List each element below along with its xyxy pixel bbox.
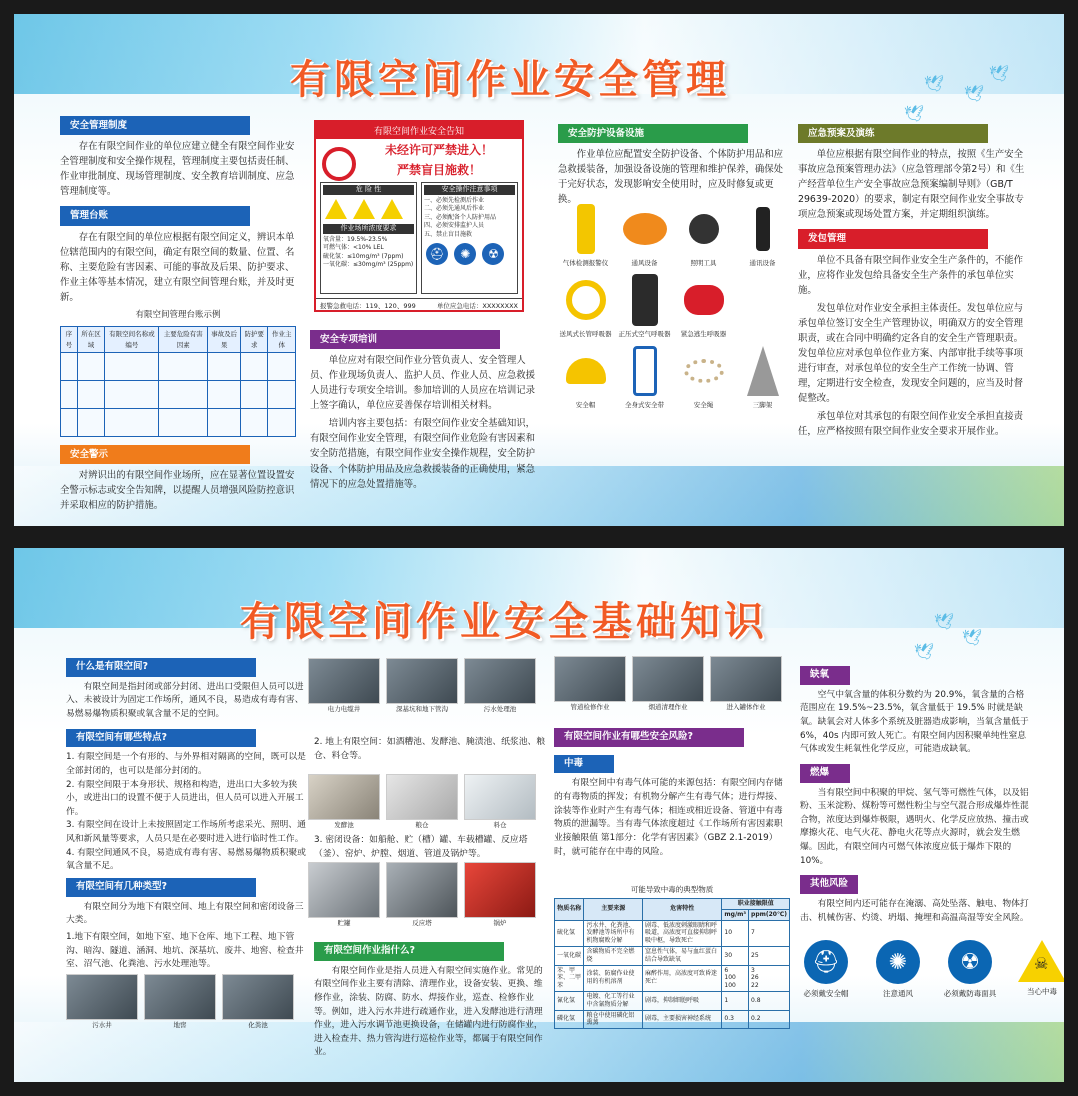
section-header: 什么是有限空间? xyxy=(66,658,256,677)
helmet-icon: ⛑ xyxy=(804,940,848,984)
photo-image xyxy=(222,974,294,1020)
table-header: 序号 xyxy=(61,327,78,353)
sign-item: ✺ 注意通风 xyxy=(870,940,926,999)
bird-icon: 🕊 xyxy=(962,628,983,647)
equipment-item: 气体检测报警仪 xyxy=(558,200,613,267)
photo-image xyxy=(144,974,216,1020)
section-text: 有限空间是指封闭或部分封闭、进出口受限但人员可以进入、未被设计为固定工作场所，通风不良，易造成有毒有害、易燃易爆物质积聚或氧含量不足的空间。 xyxy=(66,681,304,719)
section-header: 有限空间作业指什么? xyxy=(314,942,504,961)
notice-warning-2: 严禁盲目施救！ xyxy=(396,162,481,177)
section-text: 承包单位对其承包的有限空间作业安全承担直接责任，应严格按照有限空间作业安全要求开展作业。 xyxy=(798,411,1024,438)
table-header: 物质名称 xyxy=(555,899,584,921)
section-header: 安全防护设备设施 xyxy=(558,124,748,143)
board2-col1 xyxy=(66,654,306,972)
table-header: 有限空间名称或编号 xyxy=(105,327,159,353)
radio-icon xyxy=(756,207,770,251)
photo-image xyxy=(554,656,626,702)
photo-row xyxy=(308,862,536,927)
headlamp-icon xyxy=(689,214,719,244)
board-basic-knowledge xyxy=(14,548,1064,1082)
list-item: 3. 密闭设备：如船舱、贮（槽）罐、车载槽罐、反应塔（釜）、窑炉、炉膛、烟道、管道及锅炉等。 xyxy=(314,835,528,859)
gas-mask-icon: ☢ xyxy=(482,243,504,265)
warning-triangle-icon xyxy=(353,199,375,219)
ventilation-icon: ✺ xyxy=(876,940,920,984)
table-row: 磷化氢 粮仓中使用磷化铝熏蒸 剧毒，主要损害神经系统 0.3 0.2 xyxy=(555,1010,790,1029)
table-header: 主要危险有害因素 xyxy=(159,327,208,353)
notice-panel-subtitle: 作业场所浓度要求 xyxy=(323,224,414,234)
list-item: 2. 有限空间限于本身形状、规格和构造，进出口大多较为狭小，或进出口的设置不便于人员进出，但人员可以进入开展工作。 xyxy=(66,779,304,817)
toxic-substance-table xyxy=(554,884,790,1029)
photo-image xyxy=(308,658,380,704)
photo-item: 反应塔 xyxy=(386,862,458,927)
section-text: 培训内容主要包括：有限空间作业安全基础知识，有限空间作业安全管理，有限空间作业危险有害因素和安全防范措施，有限空间作业安全操作规程，安全防护设备、个体防护用品及应急救援装备的正确使用，紧急情况下的应急处置措施等。 xyxy=(310,418,536,490)
section-subheader: 中毒 xyxy=(554,755,614,774)
section-header: 管理台账 xyxy=(60,206,250,225)
photo-image xyxy=(386,774,458,820)
gas-mask-icon: ☢ xyxy=(948,940,992,984)
notice-head: 有限空间作业安全告知 xyxy=(316,122,522,139)
photo-image xyxy=(464,774,536,820)
section-header: 应急预案及演练 xyxy=(798,124,988,143)
table-row: 硫化氢 污水井、化粪池、发酵池等场所中有机物腐败分解 剧毒、低浓度刺激眼睛和呼吸道，高浓度可直接抑制呼吸中枢，导致死亡 10 7 xyxy=(555,920,790,946)
bird-icon: 🕊 xyxy=(924,74,945,93)
board2-title: 有限空间作业安全基础知识 xyxy=(240,599,768,645)
helmet-icon xyxy=(566,358,606,384)
photo-image xyxy=(66,974,138,1020)
photo-item: 进入罐体作业 xyxy=(710,656,782,711)
section-text: 单位不具备有限空间作业安全生产条件的，不能作业，应将作业发包给具备安全生产条件的承包单位实施。 xyxy=(798,254,1024,296)
photo-item: 料仓 xyxy=(464,774,536,829)
board1-col4 xyxy=(798,120,1028,442)
photo-image xyxy=(386,658,458,704)
board1-title: 有限空间作业安全管理 xyxy=(290,57,730,103)
section-header: 安全警示 xyxy=(60,445,250,464)
bird-icon: 🕊 xyxy=(904,104,925,123)
board2-col2-text1 xyxy=(314,736,546,763)
list-item: 4. 有限空间通风不良，易造成有毒有害、易燃易爆物质积聚或氧含量不足。 xyxy=(66,847,306,872)
notice-hotline: 报警急救电话：119、120、999 xyxy=(320,302,416,311)
equipment-item: 正压式空气呼吸器 xyxy=(617,271,672,338)
section-header: 缺氧 xyxy=(800,666,850,685)
photo-image xyxy=(308,862,380,918)
section-text: 存在有限空间作业的单位应建立健全有限空间作业安全管理制度和安全操作规程，管理制度主要包括责任制、作业审批制度、现场管理制度、安全教育培训制度、应急管理制度等。 xyxy=(60,141,295,198)
section-text: 作业单位应配置安全防护设备、个体防护用品和应急救援装备，加强设备设施的管理和维护保养，确保处于完好状态，发现影响安全使用时，应及时修复或更换。 xyxy=(558,149,784,206)
table-header: 事故及后果 xyxy=(208,327,241,353)
equipment-grid xyxy=(558,200,790,409)
photo-item: 污水井 xyxy=(66,974,138,1029)
table-row xyxy=(61,409,296,437)
photo-item: 电力电缆井 xyxy=(308,658,380,713)
notice-concentration: 氧含量：19.5%-23.5% 可燃气体：<10% LEL 硫化氢：≤10mg/m³ (7ppm) 一氧化碳：≤30mg/m³ (25ppm) xyxy=(323,235,414,268)
notice-warning-1: 未经许可严禁进入！ xyxy=(384,143,493,157)
table-header: 主要来源 xyxy=(584,899,643,921)
section-text: 单位应根据有限空间作业的特点，按照《生产安全事故应急预案管理办法》（应急管理部令第2号）和《生产经营单位生产安全事故应急预案编制导则》（GB/T 29639-2020）的要求，制定有限空间作业安全事故专项应急预案或现场处置方案，并定期组织演练。 xyxy=(798,149,1025,221)
equipment-item: 全身式安全带 xyxy=(617,342,672,409)
photo-image xyxy=(308,774,380,820)
tripod-icon xyxy=(747,346,779,396)
list-item: 3. 有限空间在设计上未按照固定工作场所考虑采光、照明、通风和新风量等要求，人员只是在必要时进入进行临时性工作。 xyxy=(66,820,306,845)
notice-panel-title: 危 险 性 xyxy=(323,185,414,195)
table-header: 防护要求 xyxy=(240,327,267,353)
photo-image xyxy=(632,656,704,702)
photo-item: 化粪池 xyxy=(222,974,294,1029)
board1-col2 xyxy=(310,326,540,495)
equipment-item: 送风式长管呼吸器 xyxy=(558,271,613,338)
ledger-table xyxy=(60,326,296,437)
photo-image xyxy=(710,656,782,702)
photo-image xyxy=(386,862,458,918)
section-text: 当有限空间中积聚的甲烷、氢气等可燃性气体，以及铝粉、玉米淀粉、煤粉等可燃性粉尘与空气混合形成爆炸性混合物，浓度达到爆炸极限，遇明火、化学反应放热、撞击或摩擦火花、电气火花、静电火花等点火源时，就会发生燃爆。因此，有限空间内可燃气体浓度应低于爆炸下限的 10%。 xyxy=(800,787,1029,866)
photo-item: 深基坑和地下管沟 xyxy=(386,658,458,713)
table-header: ppm(20℃) xyxy=(749,909,790,920)
board1-col3 xyxy=(558,120,790,210)
ventilation-fan-icon xyxy=(623,213,667,245)
equipment-item: 紧急逃生呼吸器 xyxy=(676,271,731,338)
board2-col2-text3 xyxy=(314,938,546,1063)
table-row: 一氧化碳 含碳物质不完全燃烧 窒息性气体，易与血红蛋白结合导致缺氧 30 25 xyxy=(555,946,790,965)
section-text: 有限空间分为地下有限空间、地上有限空间和密闭设备三大类。 xyxy=(66,901,304,926)
breathing-apparatus-icon xyxy=(632,274,658,326)
equipment-item: 安全绳 xyxy=(676,342,731,409)
photo-row xyxy=(554,656,782,711)
section-header: 安全管理制度 xyxy=(60,116,250,135)
table-row: 氰化氢 电镀、化工等行业中含氰物质分解 剧毒，抑制细胞呼吸 1 0.8 xyxy=(555,991,790,1010)
equipment-item: 安全帽 xyxy=(558,342,613,409)
table-header: mg/m³ xyxy=(722,909,749,920)
warning-triangle-icon xyxy=(325,199,347,219)
table-row: 苯、甲苯、二甲苯 涂装、防腐作业使用的有机溶剂 麻醉作用，高浓度可致昏迷死亡 6 100 100 3 26 22 xyxy=(555,965,790,991)
notice-unit-phone: 单位应急电话：XXXXXXXX xyxy=(436,302,518,311)
list-item: 1.地下有限空间，如地下室、地下仓库、地下工程、地下管沟、暗沟、隧道、涵洞、地坑、深基坑、废井、地窖、检查井室、沼气池、化粪池、污水处理池等。 xyxy=(66,931,304,970)
section-text: 单位应对有限空间作业分管负责人、安全管理人员、作业现场负责人、监护人员、作业人员、应急救援人员进行专项安全培训。参加培训的人员应在培训记录上签字确认，单位应妥善保存培训相关材料。 xyxy=(310,355,536,412)
photo-item: 锅炉 xyxy=(464,862,536,927)
helmet-icon: ⛑ xyxy=(426,243,448,265)
bird-icon: 🕊 xyxy=(964,84,985,103)
photo-item: 发酵池 xyxy=(308,774,380,829)
photo-item: 粮仓 xyxy=(386,774,458,829)
bird-icon: 🕊 xyxy=(934,612,955,631)
section-text: 对辨识出的有限空间作业场所，应在显著位置设置安全警示标志或安全告知牌，以提醒人员增强风险防控意识并采取相应的防护措施。 xyxy=(60,470,295,512)
equipment-item: 通讯设备 xyxy=(735,200,790,267)
table-header: 作业主体 xyxy=(268,327,296,353)
notice-panel-title: 安全操作注意事项 xyxy=(424,185,515,195)
equipment-item: 通风设备 xyxy=(617,200,672,267)
equipment-item: 照明工具 xyxy=(676,200,731,267)
section-text: 空气中氧含量的体积分数约为 20.9%，氧含量的合格范围应在 19.5%~23.5%，氧含量低于 19.5% 时就是缺氧。缺氧会对人体多个系统及脏器造成影响，当氧含量低于 6%，40s 内即可致人死亡。有限空间内因积聚单纯性窒息气体或发生耗氧性化学反应，可能造成缺氧。 xyxy=(800,689,1029,755)
section-header: 有限空间有哪些特点? xyxy=(66,729,256,748)
board-safety-management xyxy=(14,14,1064,526)
table-caption: 可能导致中毒的典型物质 xyxy=(630,885,714,894)
escape-respirator-icon xyxy=(684,285,724,315)
photo-image xyxy=(464,862,536,918)
section-header: 有限空间有几种类型? xyxy=(66,878,256,897)
poison-warning-icon: ☠ xyxy=(1018,940,1064,982)
notice-operation-items: 一、必须先检测后作业 二、必须先通风后作业 三、必须配备个人防护用品 四、必须安排监护人员 五、禁止盲目施救 xyxy=(424,196,497,238)
section-text: 有限空间作业是指人员进入有限空间实施作业。常见的有限空间作业主要有清除、清理作业，设备安装、更换、维修作业，涂装、防腐、防水、焊接作业，巡查、检修作业等。例如，进入污水井进行疏通作业，进入发酵池进行清理作业，进入污水调节池更换设备，在储罐内进行防腐作业，进入检查井、热力管沟进行巡检作业等，都属于有限空间作业。 xyxy=(314,965,543,1058)
photo-row xyxy=(308,658,536,713)
table-header: 所在区域 xyxy=(77,327,104,353)
notice-operation-panel xyxy=(421,182,518,294)
ledger-caption: 有限空间管理台账示例 xyxy=(135,309,221,320)
sign-item: ⛑ 必须戴安全帽 xyxy=(798,940,854,999)
gas-detector-icon xyxy=(577,204,595,254)
bird-icon: 🕊 xyxy=(914,642,935,661)
fan-icon: ✺ xyxy=(454,243,476,265)
section-text: 有限空间内还可能存在淹溺、高处坠落、触电、物体打击、机械伤害、灼烫、坍塌、掩埋和高温高湿等安全风险。 xyxy=(800,899,1029,923)
table-header: 职业接触限值 xyxy=(722,899,790,910)
list-item: 2. 地上有限空间：如酒糟池、发酵池、腌渍池、纸浆池、粮仓、料仓等。 xyxy=(314,737,546,761)
board2-col4 xyxy=(800,662,1030,928)
section-header: 发包管理 xyxy=(798,229,988,248)
equipment-item: 三脚架 xyxy=(735,342,790,409)
warning-triangle-icon xyxy=(381,199,403,219)
board1-col1 xyxy=(60,112,296,517)
sign-item: ☠ 当心中毒 xyxy=(1014,940,1064,999)
board2-col2-text2 xyxy=(314,834,546,861)
photo-item: 污水处理池 xyxy=(464,658,536,713)
no-entry-icon xyxy=(322,147,356,181)
table-header: 危害特性 xyxy=(643,899,722,921)
harness-icon xyxy=(633,346,657,396)
photo-row xyxy=(308,774,536,829)
bird-icon: 🕊 xyxy=(989,64,1010,83)
photo-item: 贮罐 xyxy=(308,862,380,927)
photo-item: 管道检修作业 xyxy=(554,656,626,711)
section-text: 有限空间中有毒气体可能的来源包括：有限空间内存储的有毒物质的挥发；有机物分解产生有毒气体；进行焊接、涂装等作业时产生有毒气体；相连或相近设备、管道中有毒物质的泄漏等。当有毒气体浓度超过《工作场所有害因素职业接触限值 第1部分：化学有害因素》（GBZ 2.1-2019）时，就可能存在中毒的风险。 xyxy=(554,778,783,857)
list-item: 1. 有限空间是一个有形的、与外界相对隔离的空间，既可以是全部封闭的，也可以是部分封闭的。 xyxy=(66,752,306,776)
photo-item: 地窖 xyxy=(144,974,216,1029)
table-row xyxy=(61,353,296,381)
section-text: 发包单位对作业安全承担主体责任。发包单位应与承包单位签订安全生产管理协议，明确双方的安全管理职责，或在合同中明确约定各自的安全生产管理职责。发包单位应对承包单位作业方案、内部审批手续等事项进行审查，对承包单位的安全生产工作统一协调、管理，定期进行安全检查，发现安全问题的，应当及时督促整改。 xyxy=(798,302,1024,405)
section-header: 有限空间作业有哪些安全风险? xyxy=(554,728,744,747)
safety-signs xyxy=(798,940,1064,999)
section-header: 燃爆 xyxy=(800,764,850,783)
rope-icon xyxy=(684,359,724,383)
section-header: 安全专项培训 xyxy=(310,330,500,349)
photo-image xyxy=(464,658,536,704)
photo-row xyxy=(66,974,294,1029)
sign-item: ☢ 必须戴防毒面具 xyxy=(942,940,998,999)
photo-item: 烟道清理作业 xyxy=(632,656,704,711)
table-row xyxy=(61,381,296,409)
section-text: 存在有限空间的单位应根据有限空间定义，辨识本单位辖范围内的有限空间，确定有限空间的数量、位置、名称、主要危险有害因素、可能的事故及后果、防护要求、作业主体等基本情况，建立有限空间管理台账，并及时更新。 xyxy=(60,231,295,303)
notice-hazard-panel xyxy=(320,182,417,294)
safety-notice-board xyxy=(314,120,524,312)
equipment-item xyxy=(735,271,790,338)
section-header: 其他风险 xyxy=(800,875,858,894)
board2-col3 xyxy=(554,724,790,862)
air-hose-icon xyxy=(566,280,606,320)
